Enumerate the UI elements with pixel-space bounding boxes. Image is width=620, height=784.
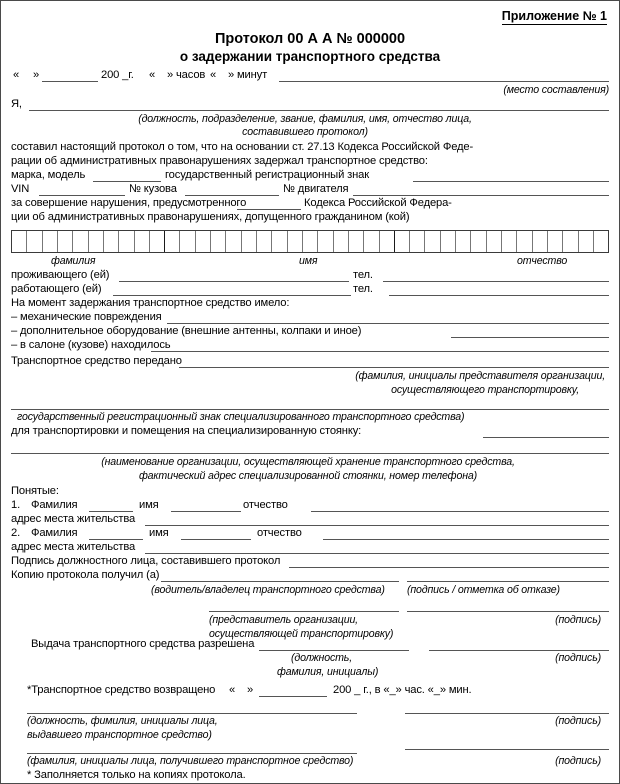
copy-received-label: Копию протокола получил (а)	[11, 569, 160, 581]
issuer-signature-caption: (подпись)	[555, 715, 601, 727]
org-rep-caption-line2: осуществляющей транспортировку)	[209, 628, 394, 640]
grid-cell[interactable]	[456, 231, 471, 252]
org-rep-field[interactable]	[209, 611, 399, 612]
violation-label-b: Кодекса Российской Федера-	[304, 197, 452, 209]
body-number-label: № кузова	[129, 183, 177, 195]
grid-cell[interactable]	[226, 231, 241, 252]
witness-2-patronymic-field[interactable]	[323, 539, 609, 540]
grid-cell[interactable]	[211, 231, 226, 252]
name-character-grid[interactable]	[11, 230, 609, 253]
grid-caption-surname: фамилия	[51, 255, 96, 267]
grid-cell[interactable]	[27, 231, 42, 252]
grid-cell[interactable]	[12, 231, 27, 252]
working-label: работающего (ей)	[11, 283, 102, 295]
engine-number-label: № двигателя	[283, 183, 349, 195]
org-rep-signature-caption: (подпись)	[555, 614, 601, 626]
witness-2-address-label: адрес места жительства	[11, 541, 136, 553]
minutes-label: минут	[237, 69, 268, 81]
org-rep-caption-line1: (представитель организации,	[209, 614, 358, 626]
transfer-caption-line3: государственный регистрационный знак специализированного транспортного средства)	[17, 411, 465, 423]
receiver-signature-field[interactable]	[405, 749, 609, 750]
storage-caption-line1: (наименование организации, осуществляющей хранение транспортного средства,	[101, 456, 515, 468]
residing-phone-field[interactable]	[383, 281, 609, 282]
copy-received-signature-field[interactable]	[407, 581, 609, 582]
grid-cell[interactable]	[548, 231, 563, 252]
officer-caption-line2: составившего протокол)	[242, 126, 368, 138]
release-signature-field[interactable]	[429, 650, 609, 651]
grid-cell[interactable]	[533, 231, 548, 252]
receiver-signature-caption: (подпись)	[555, 755, 601, 767]
witness-2-name-field[interactable]	[181, 539, 251, 540]
vin-label: VIN	[11, 183, 30, 195]
footnote: * Заполняется только на копиях протокола.	[27, 769, 246, 781]
grid-cell[interactable]	[502, 231, 517, 252]
body-paragraph-line2: рации об административных правонарушениях задержал транспортное средство:	[11, 155, 428, 167]
grid-caption-name: имя	[299, 255, 318, 267]
issuer-field[interactable]	[27, 713, 357, 714]
issuer-caption-line2: выдавшего транспортное средство)	[27, 729, 212, 741]
handed-over-label: Транспортное средство передано	[11, 355, 182, 367]
grid-cell[interactable]	[303, 231, 318, 252]
issuer-caption-line1: (должность, фимилия, инициалы лица,	[27, 715, 218, 727]
grid-cell[interactable]	[89, 231, 104, 252]
grid-cell[interactable]	[364, 231, 379, 252]
hour-quote-open: «	[149, 69, 156, 81]
witness-2-number: 2.	[11, 527, 21, 539]
witness-2-patronymic-label: отчество	[257, 527, 302, 539]
witness-2-surname-label: Фамилия	[31, 527, 78, 539]
grid-cell[interactable]	[58, 231, 73, 252]
grid-cell[interactable]	[104, 231, 119, 252]
officer-caption-line1: (должность, подразделение, звание, фамилия, имя, отчество лица,	[138, 113, 472, 125]
witness-2-address-field[interactable]	[145, 553, 609, 554]
condition-heading: На момент задержания транспортное средство имело:	[11, 297, 290, 309]
release-signature-caption: (подпись)	[555, 652, 601, 664]
witness-1-patronymic-field[interactable]	[311, 511, 609, 512]
witness-1-number: 1.	[11, 499, 21, 511]
witness-1-address-field[interactable]	[145, 525, 609, 526]
issuer-signature-field[interactable]	[405, 713, 609, 714]
day-field[interactable]	[42, 81, 98, 82]
grid-cell[interactable]	[410, 231, 425, 252]
refusal-signature-caption: (подпись / отметка об отказе)	[407, 584, 560, 596]
violation-label-c: ции об административных правонарушениях, допущенного гражданином (кой)	[11, 211, 410, 223]
storage-field[interactable]	[11, 453, 609, 454]
returned-year-text: 200 _ г., в «_» час. «_» мин.	[333, 684, 472, 696]
release-position-field[interactable]	[259, 650, 409, 651]
witness-1-patronymic-label: отчество	[243, 499, 288, 511]
appendix-label: Приложение № 1	[501, 9, 607, 23]
vin-field[interactable]	[39, 195, 125, 196]
residing-field[interactable]	[119, 281, 349, 282]
grid-cell[interactable]	[257, 231, 272, 252]
witness-1-surname-label: Фамилия	[31, 499, 78, 511]
grid-caption-patronymic: отчество	[517, 255, 568, 267]
release-position-caption-line2: фамилия, инициалы)	[277, 666, 379, 678]
driver-caption: (водитель/владелец транспортного средства)	[151, 584, 385, 596]
min-quote-open: «	[210, 69, 217, 81]
grid-cell[interactable]	[487, 231, 502, 252]
officer-i-label: Я,	[11, 98, 22, 110]
returned-day-field[interactable]	[259, 696, 327, 697]
grid-cell[interactable]	[242, 231, 257, 252]
min-quote-close: »	[228, 69, 235, 81]
witness-1-address-label: адрес места жительства	[11, 513, 136, 525]
grid-cell[interactable]	[517, 231, 532, 252]
grid-cell[interactable]	[180, 231, 195, 252]
transfer-caption-line1: (фамилия, инициалы представителя организации,	[355, 370, 605, 382]
body-number-field[interactable]	[185, 195, 279, 196]
body-paragraph-line1: составил настоящий протокол о том, что на основании ст. 27.13 Кодекса Российской Феде-	[11, 141, 474, 153]
transfer-extra-field[interactable]	[11, 409, 609, 410]
grid-cell[interactable]	[165, 231, 180, 252]
condition-item-3-field[interactable]	[151, 351, 609, 352]
year-label: 200 _г.	[101, 69, 134, 81]
condition-item-1-field[interactable]	[167, 323, 609, 324]
storage-caption-line2: фактический адрес специализированной стоянки, номер телефона)	[138, 470, 477, 482]
condition-item-1-label: – механические повреждения	[11, 311, 162, 323]
org-rep-signature-field[interactable]	[407, 611, 609, 612]
grid-cell[interactable]	[425, 231, 440, 252]
official-signature-label: Подпись должностного лица, составившего протокол	[11, 555, 281, 567]
grid-cell[interactable]	[73, 231, 88, 252]
residing-phone-label: тел.	[353, 269, 373, 281]
witness-2-name-label: имя	[149, 527, 169, 539]
witness-1-name-label: имя	[139, 499, 159, 511]
place-caption: (место составления)	[503, 84, 609, 96]
grid-cell[interactable]	[441, 231, 456, 252]
official-signature-field[interactable]	[289, 567, 609, 568]
working-phone-field[interactable]	[389, 295, 609, 296]
make-model-label: марка, модель	[11, 169, 86, 181]
grid-cell[interactable]	[594, 231, 608, 252]
plate-label: государственный регистрационный знак	[165, 169, 369, 181]
grid-cell[interactable]	[563, 231, 578, 252]
officer-field[interactable]	[29, 110, 609, 111]
release-label: Выдача транспортного средства разрешена	[31, 638, 255, 650]
working-phone-label: тел.	[353, 283, 373, 295]
condition-item-2-field[interactable]	[451, 337, 609, 338]
plate-field[interactable]	[413, 181, 609, 182]
grid-cell[interactable]	[318, 231, 333, 252]
day-quote-open: «	[13, 69, 20, 81]
receiver-caption: (фамилия, инициалы лица, получившего транспортное средство)	[27, 755, 354, 767]
grid-cell[interactable]	[471, 231, 486, 252]
transfer-caption-line2: осуществляющего транспортировку,	[391, 384, 579, 396]
grid-cell[interactable]	[196, 231, 211, 252]
violation-label-a: за совершение нарушения, предусмотренного	[11, 197, 247, 209]
place-field[interactable]	[279, 81, 609, 82]
grid-cell[interactable]	[380, 231, 395, 252]
witness-2-surname-field[interactable]	[89, 539, 143, 540]
grid-cell[interactable]	[579, 231, 594, 252]
make-model-field[interactable]	[93, 181, 161, 182]
violation-article-field[interactable]	[237, 209, 301, 210]
copy-received-field[interactable]	[161, 581, 399, 582]
witness-1-name-field[interactable]	[171, 511, 241, 512]
condition-item-3-label: – в салоне (кузове) находилось	[11, 339, 171, 351]
returned-label: *Транспортное средство возвращено	[27, 684, 216, 696]
day-quote-close: »	[33, 69, 40, 81]
grid-cell[interactable]	[334, 231, 349, 252]
returned-day-quote-open: «	[229, 684, 236, 696]
for-transport-label: для транспортировки и помещения на специализированную стоянку:	[11, 425, 362, 437]
witnesses-heading: Понятые:	[11, 485, 59, 497]
hour-quote-close: »	[167, 69, 174, 81]
condition-item-2-label: – дополнительное оборудование (внешние антенны, колпаки и иное)	[11, 325, 362, 337]
witness-1-surname-field[interactable]	[89, 511, 133, 512]
grid-cell[interactable]	[150, 231, 165, 252]
page-title: Протокол 00 А А № 000000	[214, 31, 406, 47]
for-transport-field[interactable]	[483, 437, 609, 438]
working-field[interactable]	[113, 295, 351, 296]
grid-cell[interactable]	[349, 231, 364, 252]
handed-over-field[interactable]	[179, 367, 609, 368]
grid-cell[interactable]	[43, 231, 58, 252]
grid-cell[interactable]	[272, 231, 287, 252]
release-position-caption-line1: (должность,	[291, 652, 353, 664]
grid-cell[interactable]	[135, 231, 150, 252]
hours-label: часов	[176, 69, 206, 81]
returned-day-quote-close: »	[247, 684, 254, 696]
grid-cell[interactable]	[119, 231, 134, 252]
grid-cell[interactable]	[395, 231, 410, 252]
page-subtitle: о задержании транспортного средства	[179, 49, 441, 64]
receiver-field[interactable]	[27, 753, 357, 754]
residing-label: проживающего (ей)	[11, 269, 110, 281]
engine-number-field[interactable]	[353, 195, 609, 196]
grid-cell[interactable]	[288, 231, 303, 252]
